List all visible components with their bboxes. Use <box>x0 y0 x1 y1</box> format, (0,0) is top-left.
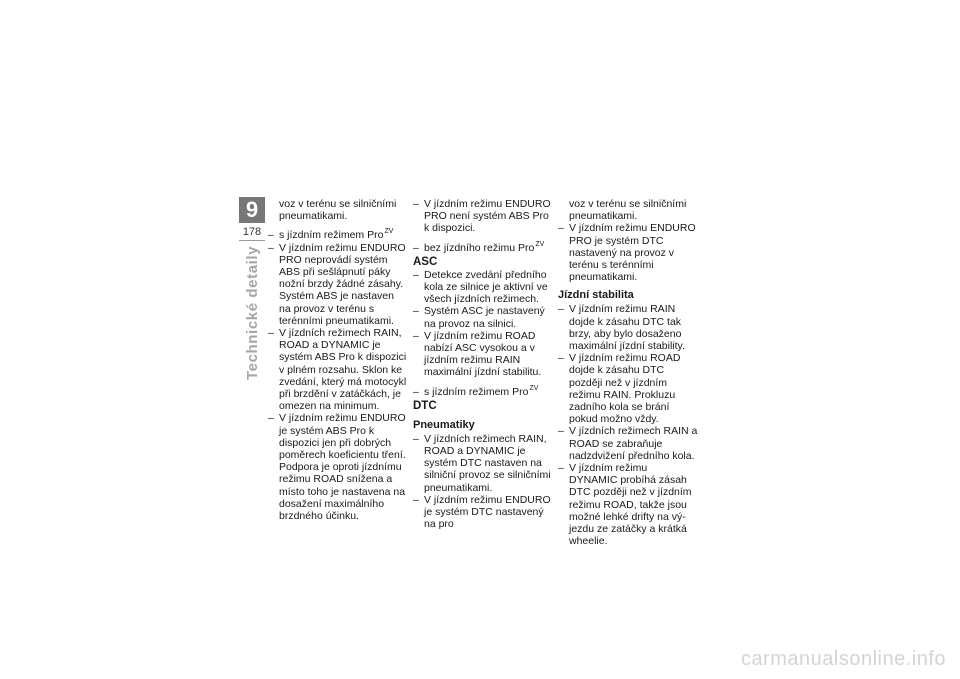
list-item: – V jízdním režimu ENDURO PRO je systém DTC nastavený na provoz v terénu s terénními pneumatikami. <box>558 222 698 283</box>
heading-dtc: DTC <box>413 399 437 412</box>
list-item: – V jízdním režimu ROAD dojde k zásahu DTC později než v jízdním režimu RAIN. Prokluzu zadního kola se brání pokud možno vždy. <box>558 352 698 425</box>
list-item: – Systém ASC je nastavený na provoz na silnici. <box>413 305 553 329</box>
mode-condition: – s jízdním režimem Pro$^{ZV}$ <box>268 229 408 241</box>
option-superscript: ZV <box>529 384 539 392</box>
continuation-text: voz v terénu se silničními pneumatikami. <box>569 198 687 223</box>
mode-condition: – s jízdním režimem Pro$^{ZV}$ <box>413 386 553 398</box>
section-title-vertical: Technické detaily <box>244 245 261 380</box>
list-item: – V jízdním režimu ENDURO PRO neprovádí systém ABS při sešlápnutí páky nožní brzdy žádné zásahy. Systém ABS je nastaven na provoz v terénu s terénními pneumatikami. <box>268 242 408 327</box>
list-item: – V jízdním režimu ENDURO PRO není systém ABS Pro k dispozici. <box>413 198 553 235</box>
list-item: – V jízdním režimu ENDURO je systém ABS Pro k dispozici jen při dobrých poměrech koeficientu tření. Podpora je oproti jízdnímu režimu ROAD snížena a místo toho je nastavena na dosažení maximálního brzdného účinku. <box>268 412 408 522</box>
text-column-2 <box>413 198 553 530</box>
list-item: – Detekce zvedání předního kola ze silnice je aktivní ve všech jízdních režimech. <box>413 269 553 306</box>
list-item: – V jízdním režimu RAIN dojde k zásahu DTC tak brzy, aby bylo dosaženo maximální jízdní stability. <box>558 303 698 352</box>
option-superscript: ZV <box>535 240 545 248</box>
list-item: – V jízdním režimu ENDURO je systém DTC nastavený na pro <box>413 494 553 531</box>
page-number: 178 <box>242 226 262 238</box>
chapter-number-box: 9 <box>239 197 265 223</box>
mode-condition: – bez jízdního režimu Pro$^{ZV}$ <box>413 242 553 254</box>
continuation-text: voz v terénu se silničními pneumatikami. <box>279 198 397 223</box>
text-column-3 <box>558 198 698 547</box>
heading-asc: ASC <box>413 255 438 268</box>
list-item: – V jízdním režimu DYNAMIC probíhá zásah DTC později než v jízdním režimu ROAD, takže jsou možné lehké drifty na výjezdu ze zatáčky a krátká wheelie. <box>558 462 698 547</box>
heading-tires: Pneumatiky <box>413 418 475 431</box>
watermark: carmanualsonline.info <box>740 648 946 670</box>
list-item: – V jízdním režimu ROAD nabízí ASC vysokou a v jízdním režimu RAIN maximální jízdní stabilitu. <box>413 330 553 379</box>
heading-stability: Jízdní stabilita <box>558 289 634 302</box>
list-item: – V jízdních režimech RAIN, ROAD a DYNAMIC je systém ABS Pro k dispozici v plném rozsahu. Sklon ke zvedání, který má motocykl při brzdění v zatáčkách, je omezen na minimum. <box>268 327 408 412</box>
text-column-1 <box>268 198 408 522</box>
option-superscript: ZV <box>384 228 394 236</box>
list-item: – V jízdních režimech RAIN, ROAD a DYNAMIC je systém DTC nastaven na silniční provoz se silničními pneumatikami. <box>413 433 553 494</box>
list-item: – V jízdních režimech RAIN a ROAD se zabraňuje nadzdvižení předního kola. <box>558 425 698 462</box>
